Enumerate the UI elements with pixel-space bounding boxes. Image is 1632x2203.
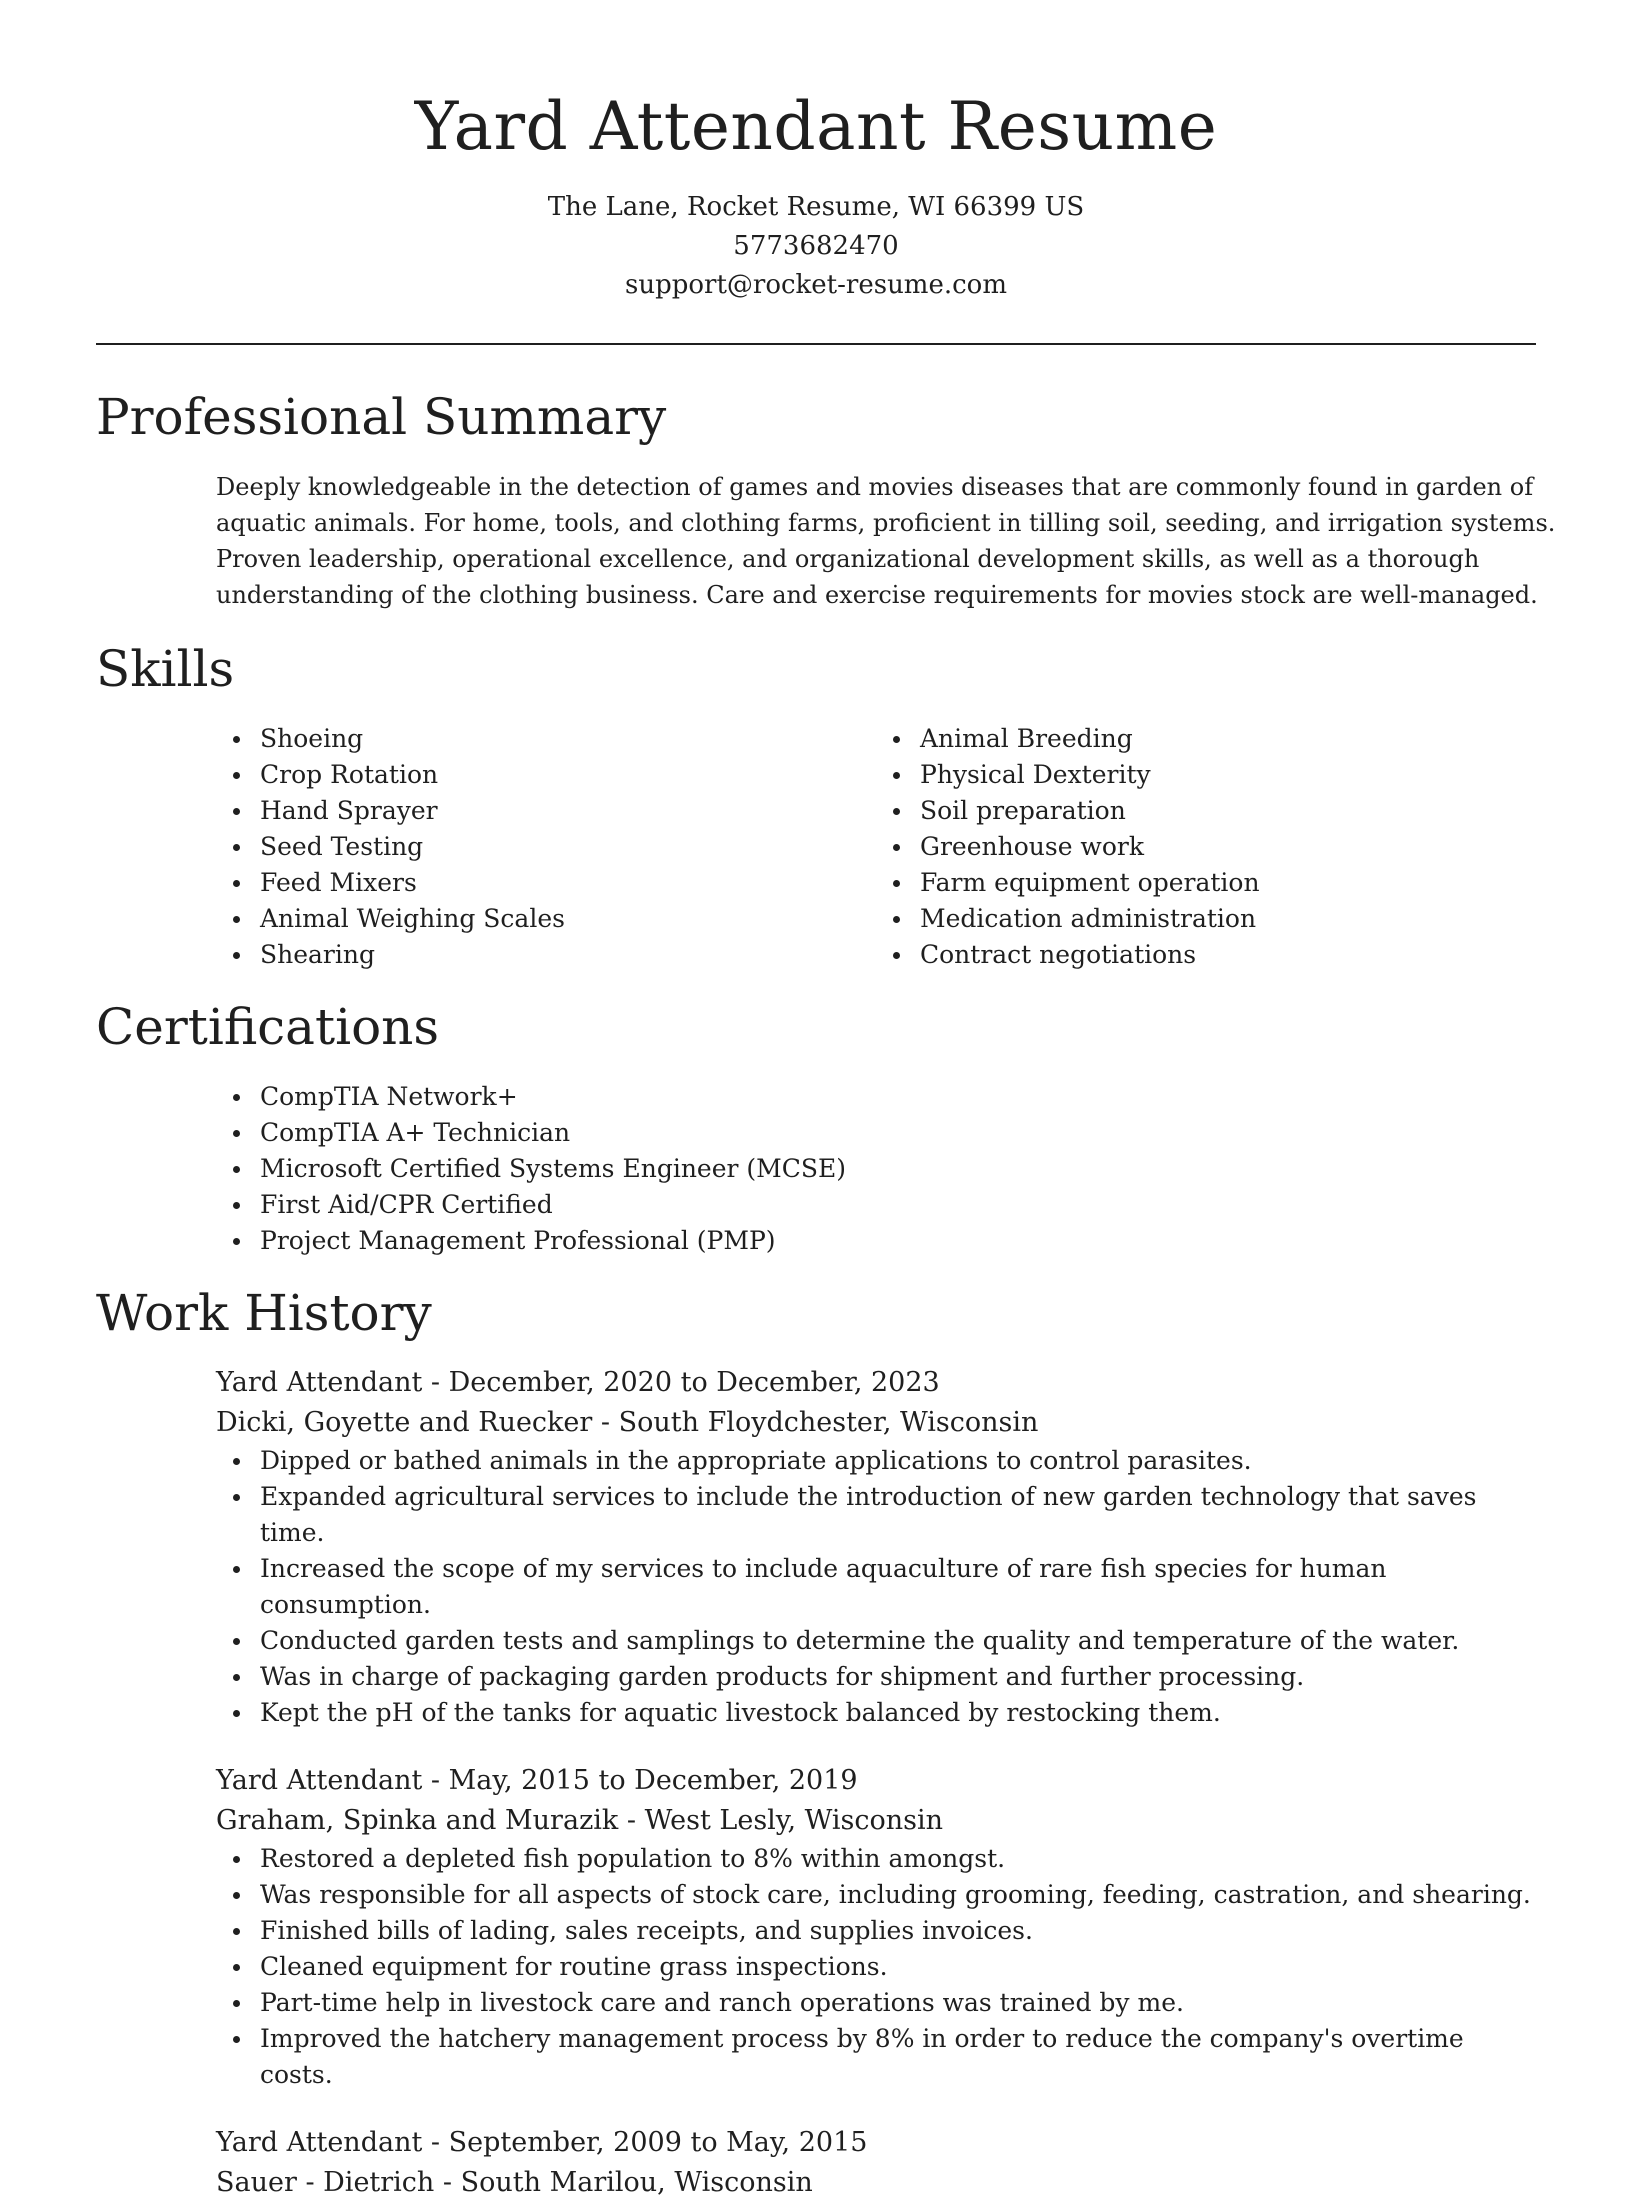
- skills-list-left: [216, 721, 876, 973]
- certification-item: Project Management Professional (PMP): [260, 1223, 1536, 1259]
- job-company-line: Graham, Spinka and Murazik - West Lesly, Wisconsin: [216, 1805, 944, 1836]
- skill-item: Hand Sprayer: [260, 793, 876, 829]
- contact-email: support@rocket-resume.com: [624, 270, 1007, 300]
- certification-item: Microsoft Certified Systems Engineer (MCSE): [260, 1151, 1536, 1187]
- summary-heading: Professional Summary: [96, 388, 667, 446]
- skill-item: Animal Breeding: [920, 721, 1536, 757]
- contact-address: The Lane, Rocket Resume, WI 66399 US: [547, 192, 1085, 222]
- resume-title: Yard Attendant Resume: [414, 88, 1218, 165]
- job-location: West Lesly, Wisconsin: [644, 1805, 944, 1836]
- job-bullet: Dipped or bathed animals in the appropriate applications to control parasites.: [260, 1443, 1536, 1479]
- skill-item: Farm equipment operation: [920, 865, 1536, 901]
- skill-item: Shoeing: [260, 721, 876, 757]
- job-bullet: Restored a depleted fish population to 8% within amongst.: [260, 1841, 1536, 1877]
- skill-item: Contract negotiations: [920, 937, 1536, 973]
- job-location: South Marilou, Wisconsin: [460, 2167, 813, 2198]
- certification-item: CompTIA Network+: [260, 1079, 1536, 1115]
- job-bullet: Conducted garden tests and samplings to determine the quality and temperature of the water.: [260, 1623, 1536, 1659]
- job-title: Yard Attendant: [216, 2127, 423, 2158]
- skills-columns: [216, 721, 1536, 973]
- job-bullets: [216, 1841, 1536, 2093]
- job-bullet: Expanded agricultural services to include the introduction of new garden technology that saves time.: [260, 1479, 1536, 1551]
- contact-block: [96, 188, 1536, 305]
- job-bullet: Increased the scope of my services to include aquaculture of rare fish species for human consumption.: [260, 1551, 1536, 1623]
- job-title: Yard Attendant: [216, 1765, 423, 1796]
- skill-item: Feed Mixers: [260, 865, 876, 901]
- job-bullet: Was in charge of packaging garden products for shipment and further processing.: [260, 1659, 1536, 1695]
- skill-item: Medication administration: [920, 901, 1536, 937]
- summary-text: Deeply knowledgeable in the detection of games and movies diseases that are commonly found in garden of aquatic animals. For home, tools, and clothing farms, proficient in tilling soil, seeding, and irrigation systems. Proven leadership, operational excellence, and organizational development skills, as well as a thorough understanding of the clothing business. Care and exercise requirements for movies stock are well-managed.: [216, 473, 1556, 609]
- job-title-line: Yard Attendant - December, 2020 to December, 2023: [216, 1367, 940, 1398]
- job-title-line: Yard Attendant - September, 2009 to May, 2015: [216, 2127, 868, 2158]
- job-entry: [216, 1761, 1536, 2093]
- job-dates: December, 2020 to December, 2023: [448, 1367, 940, 1398]
- skill-item: Animal Weighing Scales: [260, 901, 876, 937]
- job-entry: [216, 2123, 1536, 2203]
- job-bullets: [216, 1443, 1536, 1731]
- job-company-line: Sauer - Dietrich - South Marilou, Wisconsin: [216, 2167, 813, 2198]
- skills-list-right: [876, 721, 1536, 973]
- job-bullet: Part-time help in livestock care and ranch operations was trained by me.: [260, 1985, 1536, 2021]
- job-company: Sauer - Dietrich: [216, 2167, 435, 2198]
- job-entry: [216, 1363, 1536, 1731]
- job-dates: September, 2009 to May, 2015: [448, 2127, 868, 2158]
- job-company: Graham, Spinka and Murazik: [216, 1805, 619, 1836]
- job-bullet: Was responsible for all aspects of stock care, including grooming, feeding, castration, and shearing.: [260, 1877, 1536, 1913]
- certifications-block: [216, 1079, 1536, 1259]
- job-bullet: Kept the pH of the tanks for aquatic livestock balanced by restocking them.: [260, 1695, 1536, 1731]
- contact-phone: 5773682470: [733, 231, 899, 261]
- job-bullet: Finished bills of lading, sales receipts, and supplies invoices.: [260, 1913, 1536, 1949]
- skill-item: Physical Dexterity: [920, 757, 1536, 793]
- job-company: Dicki, Goyette and Ruecker: [216, 1407, 593, 1438]
- job-title: Yard Attendant: [216, 1367, 423, 1398]
- certifications-list: [216, 1079, 1536, 1259]
- skill-item: Seed Testing: [260, 829, 876, 865]
- job-bullet: Cleaned equipment for routine grass inspections.: [260, 1949, 1536, 1985]
- skill-item: Soil preparation: [920, 793, 1536, 829]
- skill-item: Crop Rotation: [260, 757, 876, 793]
- skill-item: Shearing: [260, 937, 876, 973]
- resume-page: [96, 0, 1556, 2203]
- skills-heading: Skills: [96, 640, 235, 698]
- job-title-line: Yard Attendant - May, 2015 to December, 2019: [216, 1765, 858, 1796]
- header-divider: [96, 343, 1536, 345]
- work-history-heading: Work History: [96, 1284, 432, 1342]
- certification-item: First Aid/CPR Certified: [260, 1187, 1536, 1223]
- skill-item: Greenhouse work: [920, 829, 1536, 865]
- certifications-heading: Certifications: [96, 998, 440, 1056]
- certification-item: CompTIA A+ Technician: [260, 1115, 1536, 1151]
- job-bullet: Improved the hatchery management process by 8% in order to reduce the company's overtime costs.: [260, 2021, 1536, 2093]
- job-location: South Floydchester, Wisconsin: [618, 1407, 1039, 1438]
- job-dates: May, 2015 to December, 2019: [448, 1765, 858, 1796]
- job-company-line: Dicki, Goyette and Ruecker - South Floydchester, Wisconsin: [216, 1407, 1039, 1438]
